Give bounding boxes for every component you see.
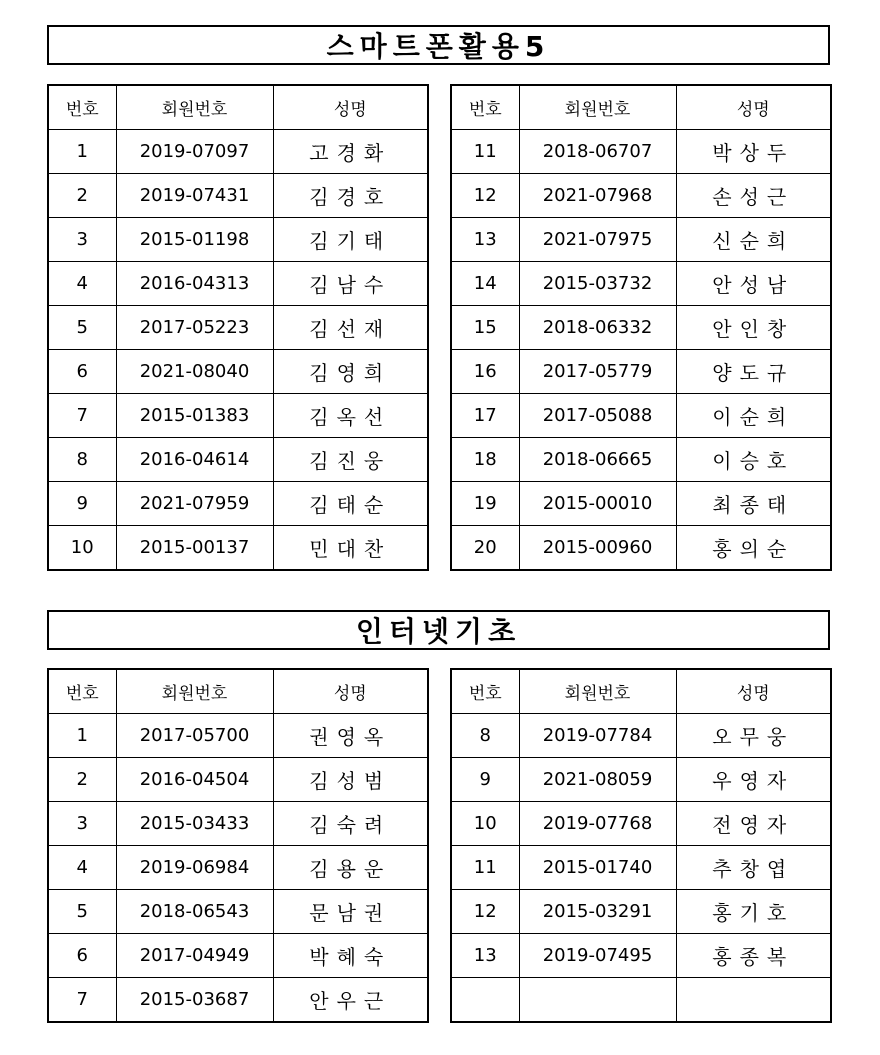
cell-number: 5	[48, 890, 116, 934]
table-row	[48, 714, 428, 758]
cell-name: 안우근	[273, 978, 428, 1023]
cell-name: 김성범	[273, 758, 428, 802]
header-row	[451, 85, 831, 130]
cell-number: 1	[48, 714, 116, 758]
cell-number: 12	[451, 174, 519, 218]
cell-number: 6	[48, 350, 116, 394]
cell-number: 17	[451, 394, 519, 438]
cell-number: 19	[451, 482, 519, 526]
cell-number: 2	[48, 758, 116, 802]
table-row	[451, 482, 831, 526]
cell-number: 13	[451, 934, 519, 978]
cell-name: 김태순	[273, 482, 428, 526]
cell-name: 김옥선	[273, 394, 428, 438]
cell-member-id: 2015-00137	[116, 526, 273, 571]
cell-number: 16	[451, 350, 519, 394]
cell-member-id: 2015-03433	[116, 802, 273, 846]
header-name: 성명	[273, 669, 428, 714]
cell-member-id: 2015-01383	[116, 394, 273, 438]
cell-number: 4	[48, 262, 116, 306]
cell-number: 10	[48, 526, 116, 571]
cell-name: 이승호	[676, 438, 831, 482]
cell-number: 13	[451, 218, 519, 262]
cell-name: 양도규	[676, 350, 831, 394]
cell-number: 4	[48, 846, 116, 890]
cell-name: 김남수	[273, 262, 428, 306]
table-row	[451, 130, 831, 174]
cell-name: 김경호	[273, 174, 428, 218]
cell-member-id: 2015-01740	[519, 846, 676, 890]
table-row	[451, 802, 831, 846]
cell-name: 이순희	[676, 394, 831, 438]
cell-name: 안성남	[676, 262, 831, 306]
cell-number: 6	[48, 934, 116, 978]
cell-number: 20	[451, 526, 519, 571]
cell-member-id: 2016-04313	[116, 262, 273, 306]
cell-member-id: 2019-07431	[116, 174, 273, 218]
cell-name: 김용운	[273, 846, 428, 890]
header-number: 번호	[451, 85, 519, 130]
cell-member-id: 2019-07495	[519, 934, 676, 978]
header-member-id: 회원번호	[519, 669, 676, 714]
table-row	[451, 306, 831, 350]
cell-name: 홍의순	[676, 526, 831, 571]
table-row	[48, 802, 428, 846]
empty-row	[451, 978, 831, 1023]
cell-name: 김영희	[273, 350, 428, 394]
cell-name: 오무웅	[676, 714, 831, 758]
cell-member-id: 2017-05779	[519, 350, 676, 394]
header-number: 번호	[451, 669, 519, 714]
table-row	[48, 394, 428, 438]
cell-number: 7	[48, 978, 116, 1023]
cell-member-id: 2021-08040	[116, 350, 273, 394]
table-row	[451, 174, 831, 218]
table-row	[48, 130, 428, 174]
cell-name: 전영자	[676, 802, 831, 846]
cell-member-id: 2018-06665	[519, 438, 676, 482]
roster-table-smartphone-right	[450, 84, 832, 571]
cell-name: 우영자	[676, 758, 831, 802]
header-number: 번호	[48, 85, 116, 130]
table-row	[451, 218, 831, 262]
header-name: 성명	[676, 85, 831, 130]
table-row	[48, 306, 428, 350]
cell-number: 15	[451, 306, 519, 350]
table-row	[451, 438, 831, 482]
table-row	[48, 482, 428, 526]
table-row	[48, 934, 428, 978]
cell-number: 14	[451, 262, 519, 306]
cell-number: 2	[48, 174, 116, 218]
table-row	[48, 262, 428, 306]
cell-name: 안인창	[676, 306, 831, 350]
cell-number	[451, 978, 519, 1023]
cell-member-id: 2016-04614	[116, 438, 273, 482]
header-row	[48, 85, 428, 130]
table-row	[451, 526, 831, 571]
table-row	[451, 934, 831, 978]
table-row	[48, 350, 428, 394]
table-row	[48, 978, 428, 1023]
roster-table-internet-right	[450, 668, 832, 1023]
table-row	[451, 758, 831, 802]
cell-number: 1	[48, 130, 116, 174]
header-member-id: 회원번호	[519, 85, 676, 130]
cell-member-id: 2017-05223	[116, 306, 273, 350]
table-row	[48, 846, 428, 890]
cell-member-id: 2019-07768	[519, 802, 676, 846]
cell-member-id: 2015-03687	[116, 978, 273, 1023]
cell-member-id: 2015-03291	[519, 890, 676, 934]
cell-name: 문남권	[273, 890, 428, 934]
cell-member-id: 2018-06332	[519, 306, 676, 350]
cell-name: 신순희	[676, 218, 831, 262]
section-title-smartphone: 스마트폰활용5	[47, 25, 830, 65]
cell-number: 5	[48, 306, 116, 350]
cell-number: 8	[48, 438, 116, 482]
cell-name: 김진웅	[273, 438, 428, 482]
table-row	[48, 526, 428, 571]
cell-member-id: 2021-07975	[519, 218, 676, 262]
cell-member-id: 2017-05088	[519, 394, 676, 438]
cell-member-id: 2017-05700	[116, 714, 273, 758]
cell-name: 박상두	[676, 130, 831, 174]
table-row	[451, 262, 831, 306]
cell-number: 9	[48, 482, 116, 526]
cell-member-id: 2019-07097	[116, 130, 273, 174]
cell-name	[676, 978, 831, 1023]
cell-number: 9	[451, 758, 519, 802]
cell-name: 홍종복	[676, 934, 831, 978]
table-row	[451, 394, 831, 438]
cell-member-id: 2019-06984	[116, 846, 273, 890]
cell-number: 12	[451, 890, 519, 934]
table-row	[451, 846, 831, 890]
table-row	[451, 350, 831, 394]
table-row	[48, 758, 428, 802]
cell-name: 권영옥	[273, 714, 428, 758]
table-row	[48, 438, 428, 482]
header-member-id: 회원번호	[116, 669, 273, 714]
section-title-internet-basics: 인터넷기초	[47, 610, 830, 650]
table-row	[451, 714, 831, 758]
header-member-id: 회원번호	[116, 85, 273, 130]
cell-name: 최종태	[676, 482, 831, 526]
cell-number: 3	[48, 218, 116, 262]
header-row	[48, 669, 428, 714]
cell-member-id: 2017-04949	[116, 934, 273, 978]
cell-member-id: 2019-07784	[519, 714, 676, 758]
cell-name: 고경화	[273, 130, 428, 174]
cell-name: 김선재	[273, 306, 428, 350]
cell-number: 3	[48, 802, 116, 846]
table-row	[48, 174, 428, 218]
cell-name: 추창엽	[676, 846, 831, 890]
cell-member-id: 2015-00960	[519, 526, 676, 571]
header-number: 번호	[48, 669, 116, 714]
cell-member-id: 2018-06707	[519, 130, 676, 174]
cell-member-id: 2015-01198	[116, 218, 273, 262]
cell-member-id: 2016-04504	[116, 758, 273, 802]
cell-number: 8	[451, 714, 519, 758]
cell-number: 18	[451, 438, 519, 482]
table-row	[451, 890, 831, 934]
cell-member-id: 2021-08059	[519, 758, 676, 802]
cell-name: 손성근	[676, 174, 831, 218]
cell-number: 7	[48, 394, 116, 438]
table-row	[48, 890, 428, 934]
cell-member-id: 2021-07968	[519, 174, 676, 218]
cell-name: 홍기호	[676, 890, 831, 934]
roster-table-smartphone-left	[47, 84, 429, 571]
cell-number: 10	[451, 802, 519, 846]
cell-name: 김숙려	[273, 802, 428, 846]
cell-member-id: 2015-00010	[519, 482, 676, 526]
cell-number: 11	[451, 846, 519, 890]
cell-member-id: 2021-07959	[116, 482, 273, 526]
roster-table-internet-left	[47, 668, 429, 1023]
cell-name: 민대찬	[273, 526, 428, 571]
table-row	[48, 218, 428, 262]
cell-number: 11	[451, 130, 519, 174]
header-name: 성명	[676, 669, 831, 714]
header-name: 성명	[273, 85, 428, 130]
header-row	[451, 669, 831, 714]
cell-member-id: 2018-06543	[116, 890, 273, 934]
cell-name: 김기태	[273, 218, 428, 262]
cell-member-id	[519, 978, 676, 1023]
cell-name: 박혜숙	[273, 934, 428, 978]
cell-member-id: 2015-03732	[519, 262, 676, 306]
